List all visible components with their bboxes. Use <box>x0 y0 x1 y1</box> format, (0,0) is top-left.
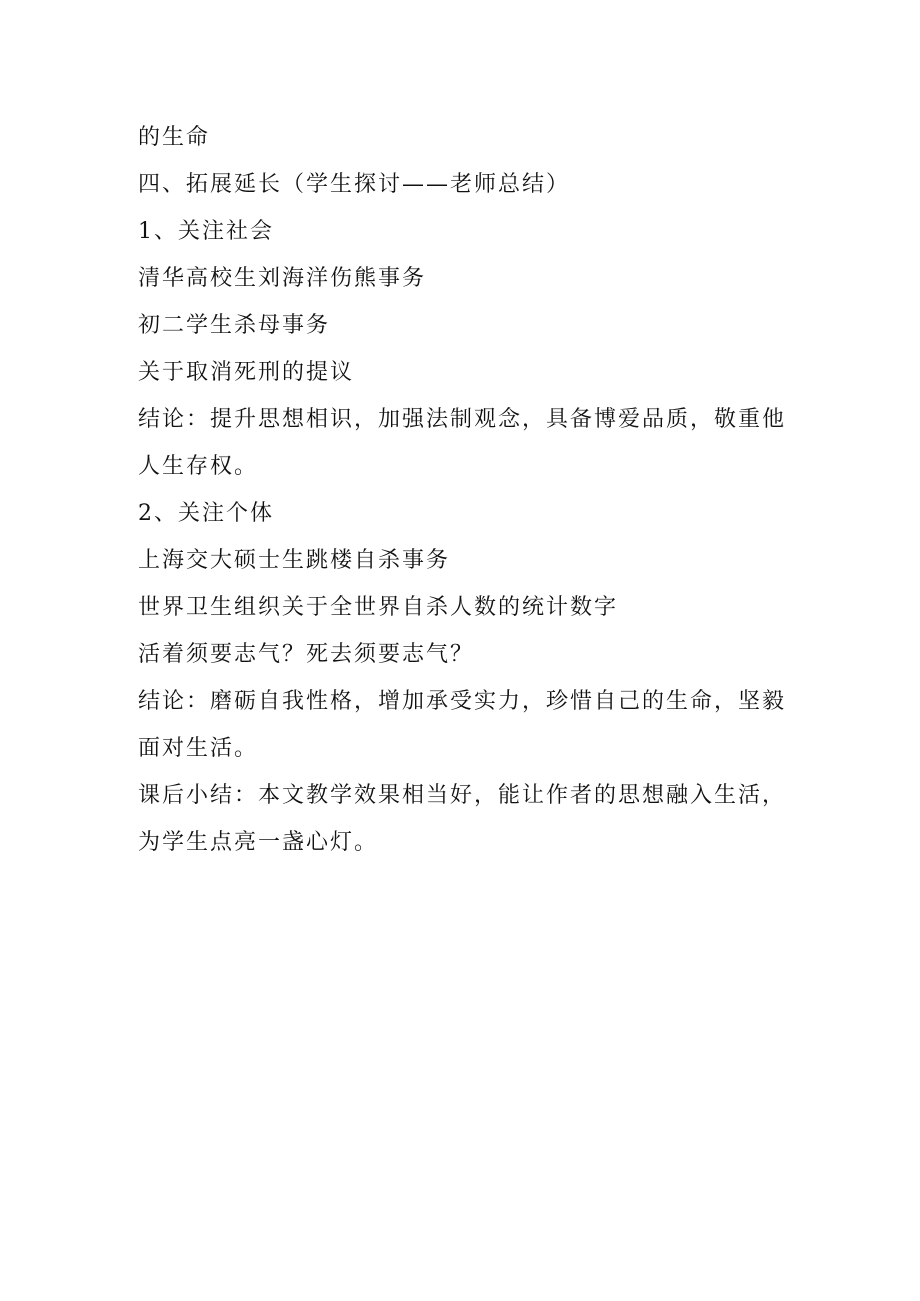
subsection-heading: 2、关注个体 <box>138 501 274 526</box>
summary-line: 为学生点亮一盏心灯。 <box>138 830 379 855</box>
conclusion-line: 结论：提升思想相识，加强法制观念，具备博爱品质，敬重他 <box>138 407 787 432</box>
text-line: 活着须要志气？死去须要志气？ <box>138 642 475 667</box>
conclusion-line: 结论：磨砺自我性格，增加承受实力，珍惜自己的生命，坚毅 <box>138 689 787 714</box>
text-line: 的生命 <box>138 125 211 150</box>
document-body <box>138 114 788 866</box>
text-line: 关于取消死刑的提议 <box>138 360 355 385</box>
section-heading: 四、拓展延长（学生探讨——老师总结） <box>138 172 571 197</box>
conclusion-line: 人生存权。 <box>138 454 259 479</box>
text-line: 初二学生杀母事务 <box>138 313 331 338</box>
text-line: 清华高校生刘海洋伤熊事务 <box>138 266 427 291</box>
text-line: 世界卫生组织关于全世界自杀人数的统计数字 <box>138 595 619 620</box>
conclusion-line: 面对生活。 <box>138 736 259 761</box>
text-line: 上海交大硕士生跳楼自杀事务 <box>138 548 451 573</box>
summary-line: 课后小结：本文教学效果相当好，能让作者的思想融入生活， <box>138 783 787 808</box>
subsection-heading: 1、关注社会 <box>138 219 274 244</box>
